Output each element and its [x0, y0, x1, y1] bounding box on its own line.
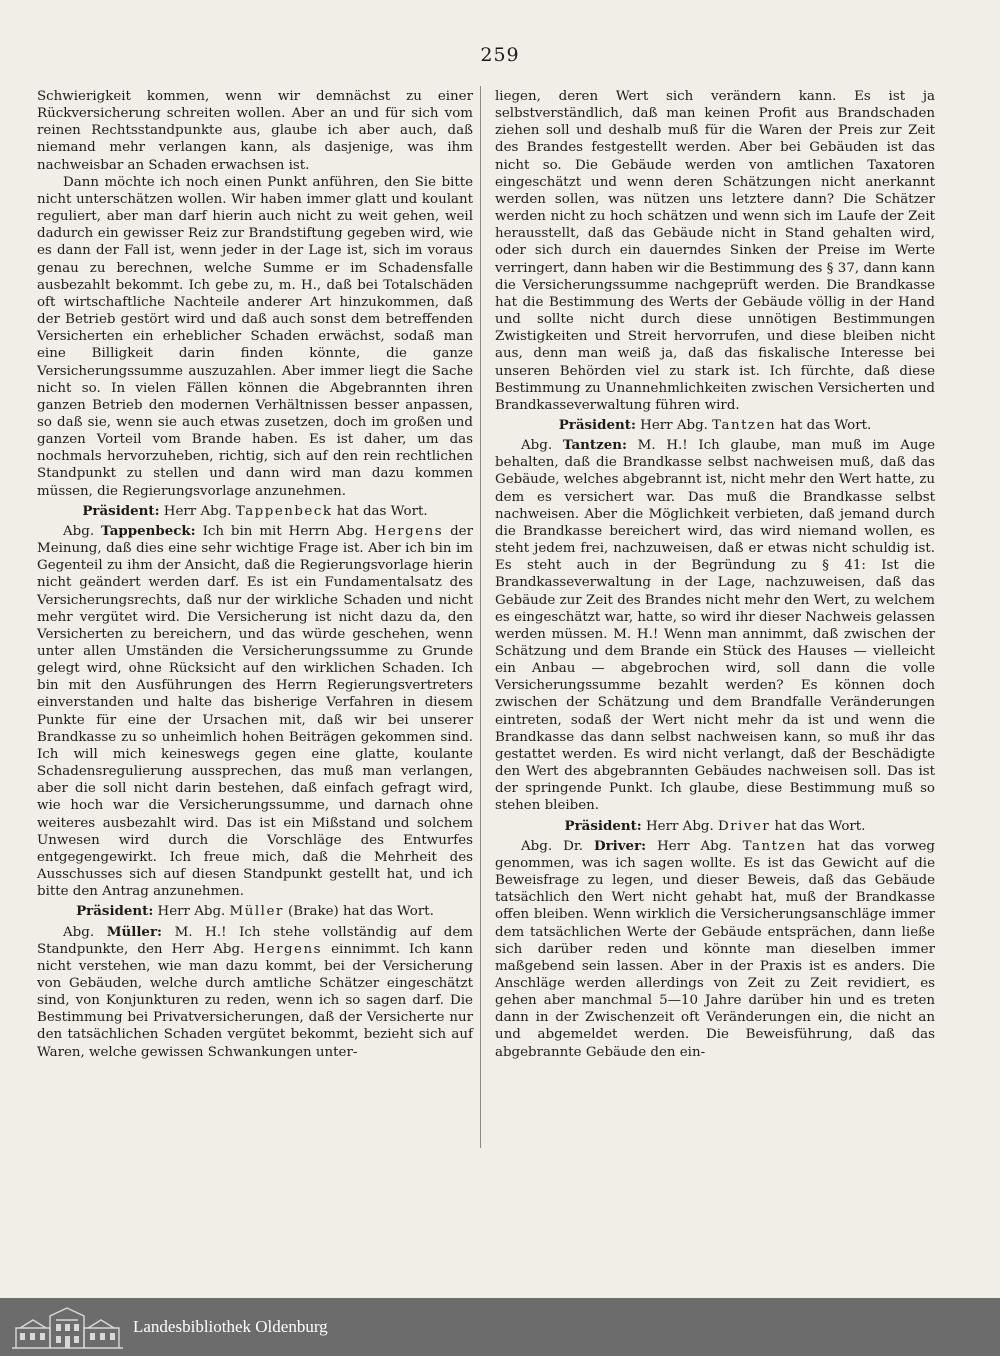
- text-run: Schwierigkeit kommen, wenn wir demnächst zu einer Rückversicherung schreiten wollen. Aber an und für sich vom reinen Rechtsstandpunkte aus, glaube ich aber auch, daß niemand mehr verlangen kann, als dasjenige, was ihm nachweisbar an Schaden erwachsen ist.: [37, 89, 473, 173]
- text-run: M. H.! Ich stehe vollständig auf dem Standpunkte, den Herr Abg.: [37, 924, 473, 957]
- text-run: hat das Wort.: [332, 503, 428, 519]
- text-run: Abg. Dr.: [521, 838, 595, 854]
- text-run: (Brake) hat das Wort.: [283, 904, 434, 920]
- speaker-name: Tantzen: [742, 838, 807, 854]
- speaker-name: Hergens: [374, 523, 444, 539]
- text-run: Herr Abg.: [641, 818, 718, 834]
- speaker-call: [495, 818, 935, 835]
- paragraph: [37, 523, 473, 900]
- text-run: Dann möchte ich noch einen Punkt anführen, den Sie bitte nicht unterschätzen wollen. Wir haben immer glatt und koulant reguliert, aber man darf hierin auch nicht zu weit gehen, weil dadurch ein gewisser Reiz zur Brandstiftung gegeben wird, wie es dann der Fall ist, wenn jeder in der Lage ist, sich im voraus genau zu berechnen, welche Summe er im Schadensfalle ausbezahlt bekommt. Ich gebe zu, m. H., daß bei Totalschäden oft wirtschaftliche Nachteile anderer Art hinzukommen, daß der Betrieb gestört wird und daß auch sonst dem betreffenden Versicherten ein erheblicher Schaden erwächst, sodaß man eine Billigkeit darin finden könnte, die ganze Versicherungssumme auszuzahlen. Aber immer liegt die Sache nicht so. In vielen Fällen können die Abgebrannten ihren ganzen Betrieb den modernen Verhältnissen besser anpassen, so daß sie, wenn sie auch etwas zusetzen, doch im großen und ganzen Vorteil vom Brande haben. Es ist daher, um das nochmals hervorzuheben, richtig, sich auf den rein rechtlichen Standpunkt zu stellen und dann wird man dazu kommen müssen, die Regierungsvorlage anzunehmen.: [37, 174, 473, 499]
- right-column: [495, 88, 935, 1061]
- speaker-name: Driver: [717, 818, 771, 834]
- text-run: Abg.: [521, 438, 563, 454]
- speaker-name: Tappenbeck: [235, 503, 333, 519]
- text-run: hat das Wort.: [776, 417, 872, 433]
- text-run: Abg.: [63, 924, 107, 940]
- text-run: Abg.: [63, 523, 102, 539]
- speaker-call: [37, 503, 473, 520]
- speaker-call: [37, 903, 473, 920]
- library-building-logo: [10, 1306, 125, 1350]
- paragraph: [37, 88, 473, 174]
- paragraph: [495, 88, 935, 414]
- text-run: Herr Abg.: [153, 904, 230, 920]
- paragraph: [495, 838, 935, 1061]
- speaker-name: Müller: [229, 904, 284, 920]
- speaker-label: Präsident:: [76, 903, 154, 920]
- paragraph: [495, 437, 935, 814]
- text-run: hat das Wort.: [770, 818, 866, 834]
- library-name: Landesbibliothek Oldenburg: [133, 1317, 328, 1336]
- text-run: Herr Abg.: [635, 417, 713, 433]
- paragraph: [37, 924, 473, 1061]
- left-column: [37, 88, 473, 1061]
- speaker-label: Tappenbeck:: [101, 522, 196, 539]
- text-run: der Meinung, daß dies eine sehr wichtige Frage ist. Aber ich bin im Gegenteil zu ihm der Ansicht, daß die Regierungsvorlage hierin nicht geändert werden darf. Es ist ein Fundamentalsatz des Versicherungsrechts, daß nur der wirkliche Schaden und nicht mehr vergütet wird. Die Versicherung ist nicht dazu da, den Versicherten zu bereichern, und das würde geschehen, wenn unter allen Umständen die Versicherungssumme zu Grunde gelegt wird, ohne Rücksicht auf den wirklichen Schaden. Ich bin mit den Ausführungen des Herrn Regierungsvertreters einverstanden und halte das bisherige Verfahren in diesem Punkte für eine der Ursachen mit, daß wir bei unserer Brandkasse zu so unheimlich hohen Beiträgen gekommen sind. Ich will mich keineswegs gegen eine glatte, koulante Schadensregulierung aussprechen, das muß man verlangen, aber die soll nicht darin bestehen, daß einfach gefragt wird, wie hoch war die Versicherungssumme, und darnach ohne weiteres ausbezahlt wird. Das ist ein Mißstand und solchem Unwesen wird durch die Vorschläge des Entwurfes entgegengewirkt. Ich freue mich, daß die Mehrheit des Ausschusses sich auf diesen Standpunkt gestellt hat, und ich bitte den Antrag anzunehmen.: [37, 523, 473, 900]
- speaker-label: Tantzen:: [562, 437, 627, 454]
- speaker-name: Tantzen: [712, 417, 777, 433]
- speaker-label: Präsident:: [558, 416, 636, 433]
- library-footer-bar: [0, 1298, 1000, 1356]
- page-number: 259: [480, 44, 520, 66]
- speaker-label: Präsident:: [82, 502, 160, 519]
- column-divider: [480, 86, 481, 1148]
- text-run: liegen, deren Wert sich verändern kann. Es ist ja selbstverständlich, daß man keinen Profit aus Brandschaden ziehen soll und deshalb muß für die Waren der Preis zur Zeit des Brandes festgestellt werden. Aber bei Gebäuden ist das nicht so. Die Gebäude werden von amtlichen Taxatoren eingeschätzt und wenn deren Schätzungen nicht anerkannt werden sollen, was nützen uns letztere dann? Die Schätzer werden nicht zu hoch schätzen und wenn sich im Laufe der Zeit herausstellt, daß das Gebäude nicht in Stand gehalten wird, oder sich durch ein dauerndes Sinken der Preise im Werte verringert, dann haben wir die Bestimmung des § 37, dann kann die Versicherungssumme nachgeprüft werden. Die Brandkasse hat die Bestimmung des Werts der Gebäude völlig in der Hand und sollte nicht durch diese unnötigen Bestimmungen Zwistigkeiten und Streit hervorrufen, und diese bleiben nicht aus, denn man weiß ja, daß das fiskalische Interesse bei unseren Behörden viel zu stark ist. Ich fürchte, daß diese Bestimmung zu Unannehmlichkeiten zwischen Versicherten und Brandkasseverwaltung führen wird.: [495, 89, 935, 413]
- text-run: Herr Abg.: [646, 838, 743, 854]
- speaker-name: Hergens: [253, 941, 322, 957]
- text-run: M. H.! Ich glaube, man muß im Auge behalten, daß die Brandkasse selbst nachweisen muß, daß das Gebäude, welches abgebrannt ist, nicht mehr den Wert hatte, zu dem es versichert war. Das muß die Brandkasse selbst nachweisen. Aber die Möglichkeit verbieten, daß jemand durch die Brandkasse bereichert wird, das wird niemand wollen, es steht jedem frei, nachzuweisen, daß er etwas nicht schuldig ist. Es steht auch in der Begründung zu § 41: Ist die Brandkasseverwaltung in der Lage, nachzuweisen, daß das Gebäude zur Zeit des Brandes nicht mehr den Wert, zu welchem es eingeschätzt war, hatte, so wird ihr dieser Nachweis gelassen werden müssen. M. H.! Wenn man annimmt, daß zwischen der Schätzung und dem Brande ein Stück des Hauses — vielleicht ein Anbau — abgebrochen wird, soll dann die volle Versicherungssumme bezahlt werden? Es können doch zwischen der Schätzung und dem Brandfalle Veränderungen eintreten, sodaß der Wert nicht mehr da ist und wenn die Brandkasse das dann selbst nachweisen kann, so muß ihr das gestattet werden. Es wird nicht verlangt, daß der Beschädigte den Wert des abgebrannten Gebäudes nachweisen soll. Das ist der springende Punkt. Ich glaube, diese Bestimmung muß so stehen bleiben.: [495, 438, 936, 814]
- text-run: Ich bin mit Herrn Abg.: [195, 523, 375, 539]
- text-run: hat das vorweg genommen, was ich sagen wollte. Es ist das Gewicht auf die Beweisfrage zu legen, und dieser Beweis, daß das Gebäude tatsächlich den Wert nicht gehabt hat, muß der Brandkasse offen bleiben. Wenn wirklich die Versicherungsanschläge immer dem tatsächlichen Werte der Gebäude entsprächen, dann ließe sich darüber reden und könnte man dieselben immer maßgebend sein lassen. Aber in der Praxis ist es anders. Die Anschläge werden allerdings von Zeit zu Zeit revidiert, es gehen aber manchmal 5—10 Jahre darüber hin und es treten dann in der Zwischenzeit oft Veränderungen ein, die nicht an und abgemeldet werden. Die Beweisführung, daß das abgebrannte Gebäude den ein-: [495, 838, 936, 1060]
- paragraph: [37, 174, 473, 500]
- text-run: einnimmt. Ich kann nicht verstehen, wie man dazu kommt, bei der Versicherung von Gebäuden, welche durch amtliche Schätzer eingeschätzt sind, von Konjunkturen zu reden, wenn ich so sagen darf. Die Bestimmung bei Privatversicherungen, daß der Versicherte nur den tatsächlichen Schaden vergütet bekommt, bezieht sich auf Waren, welche gewissen Schwankungen unter-: [37, 941, 473, 1060]
- speaker-label: Präsident:: [564, 817, 642, 834]
- text-run: Herr Abg.: [159, 503, 236, 519]
- speaker-label: Müller:: [106, 923, 162, 940]
- speaker-label: Driver:: [594, 837, 647, 854]
- speaker-call: [495, 417, 935, 434]
